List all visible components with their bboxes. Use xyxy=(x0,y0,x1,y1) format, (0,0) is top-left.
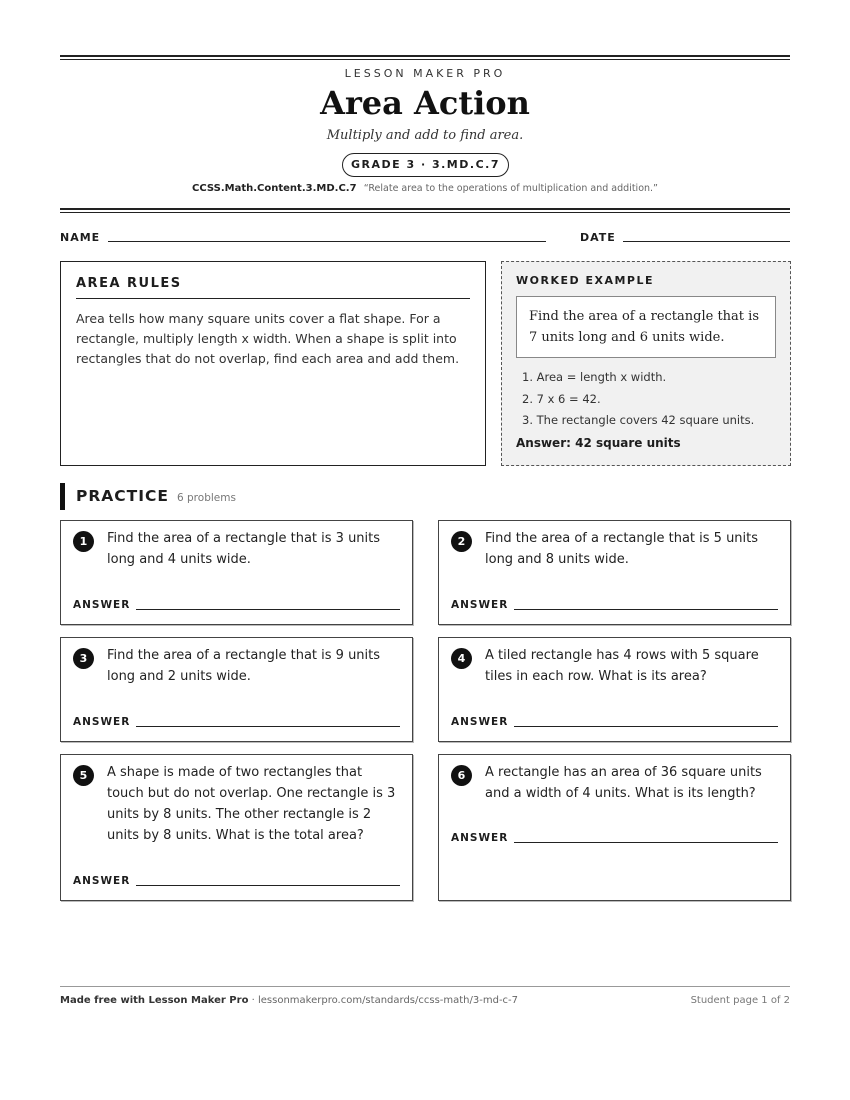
problem-number-badge: 5 xyxy=(73,765,94,786)
standard-quote: “Relate area to the operations of multiplication and addition.” xyxy=(363,183,658,194)
area-rules-heading: AREA RULES xyxy=(76,276,470,299)
problem-card xyxy=(60,637,413,742)
area-rules-text: Area tells how many square units cover a flat shape. For a rectangle, multiply length x width. When a shape is split into rectangles that do not overlap, find each area and add them. xyxy=(76,311,460,366)
page-title: Area Action xyxy=(320,84,530,122)
worked-example-box xyxy=(501,261,791,466)
answer-field[interactable] xyxy=(514,842,778,843)
answer-field[interactable] xyxy=(136,726,400,727)
answer-label: ANSWER xyxy=(451,832,509,844)
problem-number-badge: 2 xyxy=(451,531,472,552)
standard-line xyxy=(0,183,850,194)
problem-card xyxy=(60,520,413,625)
page-subtitle: Multiply and add to find area. xyxy=(326,128,524,143)
name-field[interactable] xyxy=(108,241,546,242)
worked-example-answer: Answer: 42 square units xyxy=(516,435,681,450)
top-double-rule xyxy=(60,55,790,60)
practice-accent-bar xyxy=(60,483,65,510)
worked-example-step: 1. Area = length x width. xyxy=(522,370,667,384)
date-label: DATE xyxy=(580,231,616,244)
footer-url[interactable]: · lessonmakerpro.com/standards/ccss-math/3-md-c-7 xyxy=(248,995,519,1006)
problem-card xyxy=(438,637,791,742)
problem-text: Find the area of a rectangle that is 9 units long and 2 units wide. xyxy=(107,648,381,684)
worked-example-step: 2. 7 x 6 = 42. xyxy=(522,391,601,406)
name-label: NAME xyxy=(60,231,101,244)
practice-heading: PRACTICE xyxy=(76,487,169,505)
worked-example-problem: Find the area of a rectangle that is 7 units long and 6 units wide. xyxy=(516,296,776,358)
problem-text: Find the area of a rectangle that is 5 units long and 8 units wide. xyxy=(485,531,759,567)
answer-field[interactable] xyxy=(514,726,778,727)
practice-count: 6 problems xyxy=(177,492,236,504)
problem-number-badge: 6 xyxy=(451,765,472,786)
answer-field[interactable] xyxy=(136,885,400,886)
worked-example-step: 3. The rectangle covers 42 square units. xyxy=(522,413,755,427)
footer-credit xyxy=(60,995,518,1006)
problem-card xyxy=(438,754,791,901)
problem-card xyxy=(60,754,413,901)
answer-field[interactable] xyxy=(514,609,778,610)
footer-rule xyxy=(60,986,790,987)
header-double-rule xyxy=(60,208,790,213)
answer-label: ANSWER xyxy=(73,599,131,611)
grade-badge: GRADE 3 · 3.MD.C.7 xyxy=(342,153,509,177)
answer-label: ANSWER xyxy=(451,599,509,611)
answer-label: ANSWER xyxy=(73,875,131,887)
brand-name: LESSON MAKER PRO xyxy=(344,67,506,80)
answer-label: ANSWER xyxy=(451,716,509,728)
standard-code: CCSS.Math.Content.3.MD.C.7 xyxy=(192,183,357,194)
problem-text: A tiled rectangle has 4 rows with 5 square tiles in each row. What is its area? xyxy=(485,648,759,684)
problem-number-badge: 3 xyxy=(73,648,94,669)
answer-field[interactable] xyxy=(136,609,400,610)
problem-text: A shape is made of two rectangles that touch but do not overlap. One rectangle is 3 units by 8 units. The other rectangle is 2 units by 8 units. What is the total area? xyxy=(107,765,396,843)
footer-made-with: Made free with Lesson Maker Pro xyxy=(60,995,249,1006)
footer-page-number: Student page 1 of 2 xyxy=(690,995,790,1006)
answer-label: ANSWER xyxy=(73,716,131,728)
problem-text: A rectangle has an area of 36 square units and a width of 4 units. What is its length? xyxy=(485,765,762,801)
worked-example-steps xyxy=(516,367,776,432)
worked-example-heading: WORKED EXAMPLE xyxy=(516,274,654,287)
problem-text: Find the area of a rectangle that is 3 units long and 4 units wide. xyxy=(107,531,381,567)
problem-number-badge: 1 xyxy=(73,531,94,552)
area-rules-box xyxy=(60,261,486,466)
problem-card xyxy=(438,520,791,625)
problem-number-badge: 4 xyxy=(451,648,472,669)
date-field[interactable] xyxy=(623,241,790,242)
